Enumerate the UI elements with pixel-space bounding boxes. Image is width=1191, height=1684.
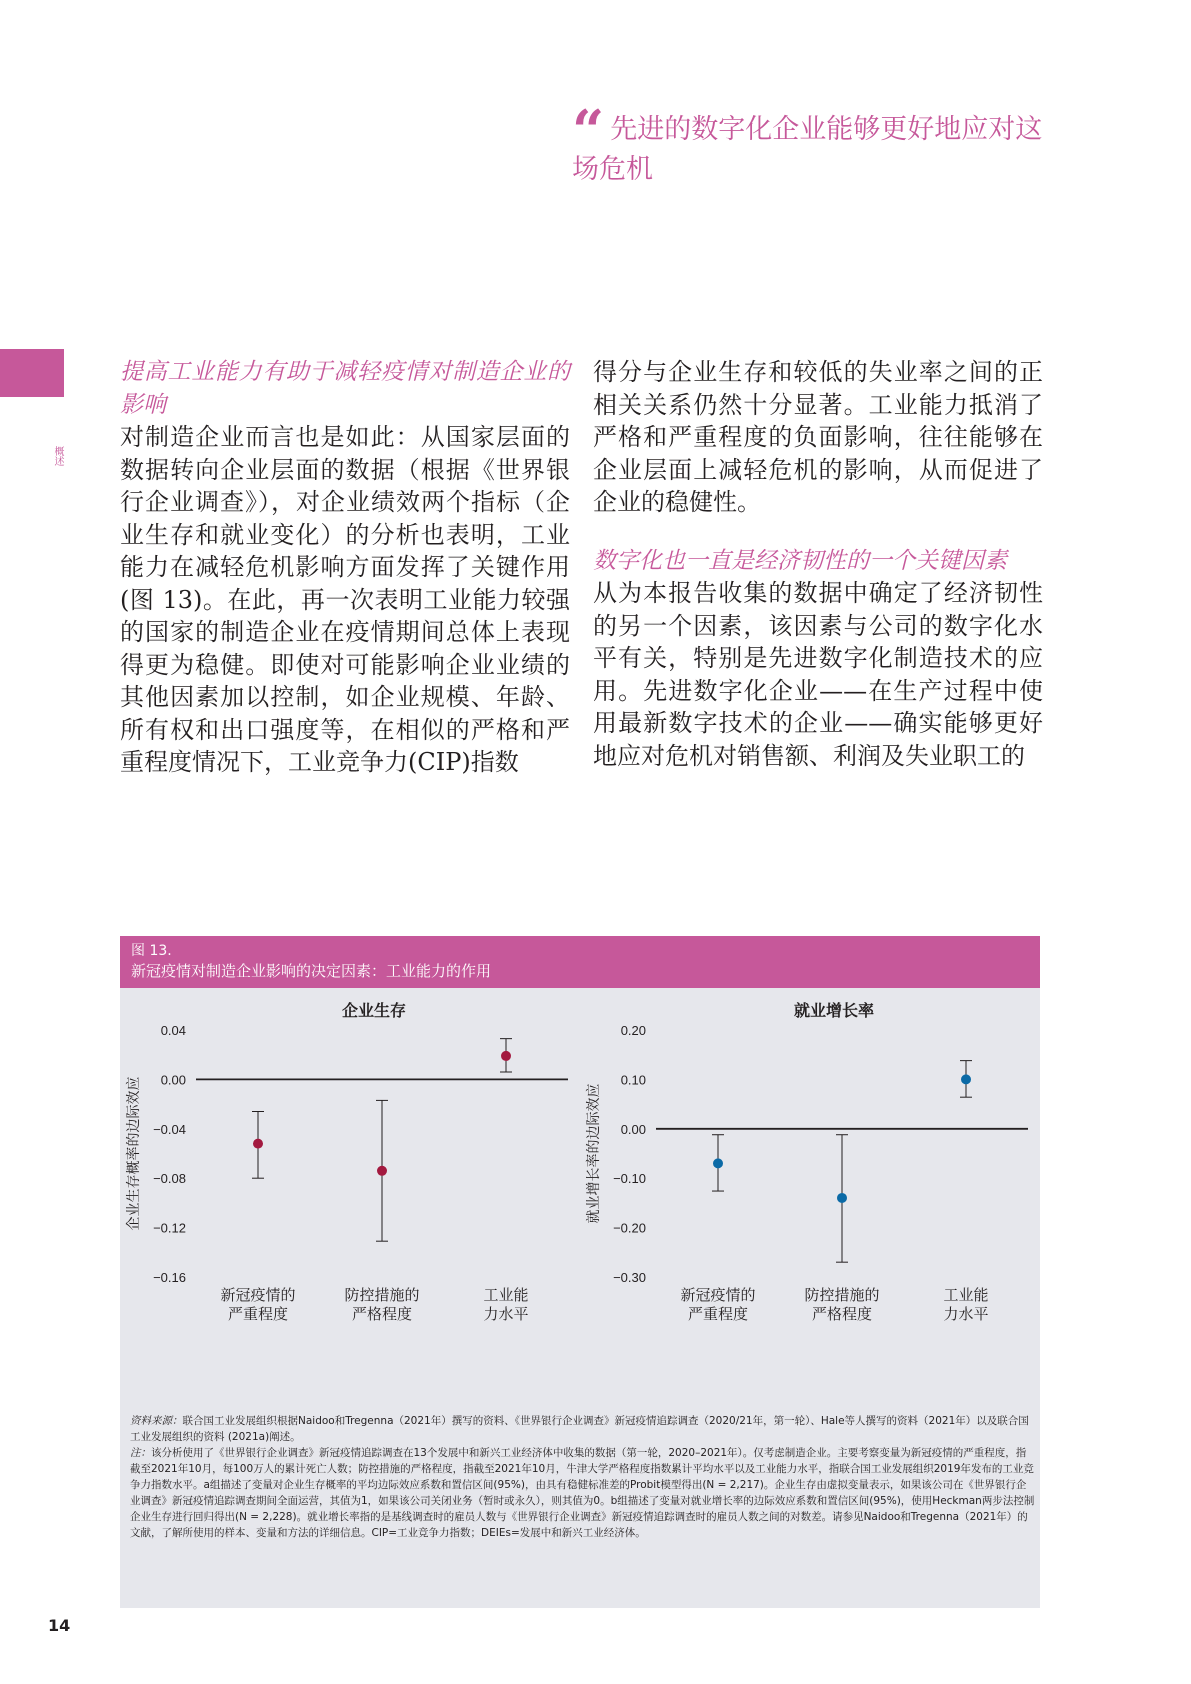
- y-tick-label: 0.00: [620, 1121, 646, 1137]
- right-column-body-2: 从为本报告收集的数据中确定了经济韧性的另一个因素，该因素与公司的数字化水平有关，特别是先进数字化制造技术的应用。先进数字化企业——在生产过程中使用最新数字技术的企业——确实能够更好地应对危机对销售额、利润及失业职工的: [593, 579, 1043, 770]
- y-tick-label: 0.04: [160, 1023, 186, 1038]
- chart-title: 企业生存: [341, 1003, 407, 1020]
- data-point: [837, 1193, 847, 1203]
- y-tick-label: −0.30: [613, 1270, 646, 1285]
- y-tick-label: 0.00: [160, 1072, 186, 1088]
- x-tick-label: 力水平: [483, 1305, 529, 1323]
- y-tick-label: −0.20: [613, 1220, 646, 1236]
- chart-employment-growth: [580, 994, 1040, 1414]
- x-tick-label: 防控措施的: [804, 1286, 880, 1304]
- x-tick-label: 力水平: [943, 1305, 989, 1323]
- x-tick-label: 工业能: [943, 1286, 989, 1304]
- data-point: [501, 1051, 511, 1061]
- source-text: 联合国工业发展组织根据Naidoo和Tregenna（2021年）撰写的资料、《世界银行企业调查》新冠疫情追踪调查（2020/21年，第一轮）、Hale等人撰写的资料（2021年）以及联合国工业发展组织的资料 (2021a)阐述。: [130, 1415, 1029, 1443]
- left-column: [120, 356, 570, 779]
- y-tick-label: −0.10: [613, 1171, 646, 1187]
- source-label: 资料来源：: [130, 1415, 183, 1427]
- quote-mark-icon: “: [572, 98, 605, 164]
- notes-text: 该分析使用了《世界银行企业调查》新冠疫情追踪调查在13个发展中和新兴工业经济体中收集的数据（第一轮，2020–2021年）。仅考虑制造企业。主要考察变量为新冠疫情的严重程度，指截至2021年10月，每100万人的累计死亡人数；防控措施的严格程度，指截至2021年10月，牛津大学严格程度指数累计平均水平以及工业能力水平，指联合国工业发展组织2019年发布的工业竞争力指数水平。a组描述了变量对企业生存概率的平均边际效应系数和置信区间(95%)，由具有稳健标准差的Probit模型得出(N = 2,217)。企业生存由虚拟变量表示，如果该公司在《世界银行企业调查》新冠疫情追踪调查期间全面运营，其值为1，如果该公司关闭业务（暂时或永久），则其值为0。b组描述了变量对就业增长率的边际效应系数和置信区间(95%)，使用Heckman两步法控制企业生存进行回归得出(N = 2,228)。就业增长率指的是基线调查时的雇员人数与《世界银行企业调查》新冠疫情追踪调查时的雇员人数之间的对数差。请参见Naidoo和Tregenna（2021年）的文献，了解所使用的样本、变量和方法的详细信息。CIP=工业竞争力指数；DEIEs=发展中和新兴工业经济体。: [130, 1447, 1035, 1539]
- section-heading-digitalization: 数字化也一直是经济韧性的一个关键因素: [593, 547, 1007, 574]
- x-tick-label: 防控措施的: [344, 1286, 420, 1304]
- x-tick-label: 严格程度: [811, 1305, 873, 1323]
- figure-title: 新冠疫情对制造企业影响的决定因素：工业能力的作用: [131, 962, 492, 980]
- y-tick-label: 0.10: [620, 1072, 646, 1088]
- chart-title: 就业增长率: [793, 1003, 875, 1020]
- x-tick-label: 工业能: [483, 1286, 529, 1304]
- x-tick-label: 新冠疫情的: [680, 1286, 756, 1304]
- pull-quote: [572, 98, 1052, 190]
- figure-header: [120, 936, 1040, 988]
- figure-13: [120, 936, 1040, 1608]
- section-tab: [0, 349, 64, 397]
- data-point: [377, 1166, 387, 1176]
- figure-notes: [130, 1413, 1035, 1541]
- left-column-body: 对制造企业而言也是如此：从国家层面的数据转向企业层面的数据（根据《世界银行企业调查》），对企业绩效两个指标（企业生存和就业变化）的分析也表明，工业能力在减轻危机影响方面发挥了关键作用(图 13)。在此，再一次表明工业能力较强的国家的制造企业在疫情期间总体上表现得更为稳健。即使对可能影响企业业绩的其他因素加以控制，如企业规模、年龄、所有权和出口强度等，在相似的严格和严重程度情况下，工业竞争力(CIP)指数: [120, 423, 570, 776]
- y-tick-label: −0.08: [153, 1171, 186, 1187]
- right-column-body-1: 得分与企业生存和较低的失业率之间的正相关关系仍然十分显著。工业能力抵消了严格和严重程度的负面影响，往往能够在企业层面上减轻危机的影响，从而促进了企业的稳健性。: [593, 358, 1043, 516]
- y-tick-label: −0.12: [153, 1220, 186, 1236]
- data-point: [961, 1074, 971, 1084]
- x-tick-label: 严重程度: [227, 1305, 289, 1323]
- y-tick-label: 0.20: [620, 1023, 646, 1038]
- section-label: 概述: [52, 446, 63, 466]
- y-tick-label: −0.04: [153, 1121, 186, 1137]
- x-tick-label: 新冠疫情的: [220, 1286, 296, 1304]
- x-tick-label: 严重程度: [687, 1305, 749, 1323]
- page-number: 14: [48, 1616, 71, 1635]
- data-point: [253, 1139, 263, 1149]
- y-axis-label: 企业生存概率的边际效应: [126, 1076, 142, 1231]
- y-tick-label: −0.16: [153, 1270, 186, 1285]
- figure-number: 图 13.: [131, 943, 172, 959]
- y-axis-label: 就业增长率的边际效应: [586, 1083, 602, 1224]
- section-heading-industrial-capability: 提高工业能力有助于减轻疫情对制造企业的影响: [120, 359, 570, 418]
- x-tick-label: 严格程度: [351, 1305, 413, 1323]
- pull-quote-text: 先进的数字化企业能够更好地应对这场危机: [572, 114, 1043, 185]
- data-point: [713, 1158, 723, 1168]
- chart-firm-survival: [120, 994, 580, 1414]
- right-column: [593, 356, 1043, 772]
- notes-label: 注：: [130, 1447, 151, 1459]
